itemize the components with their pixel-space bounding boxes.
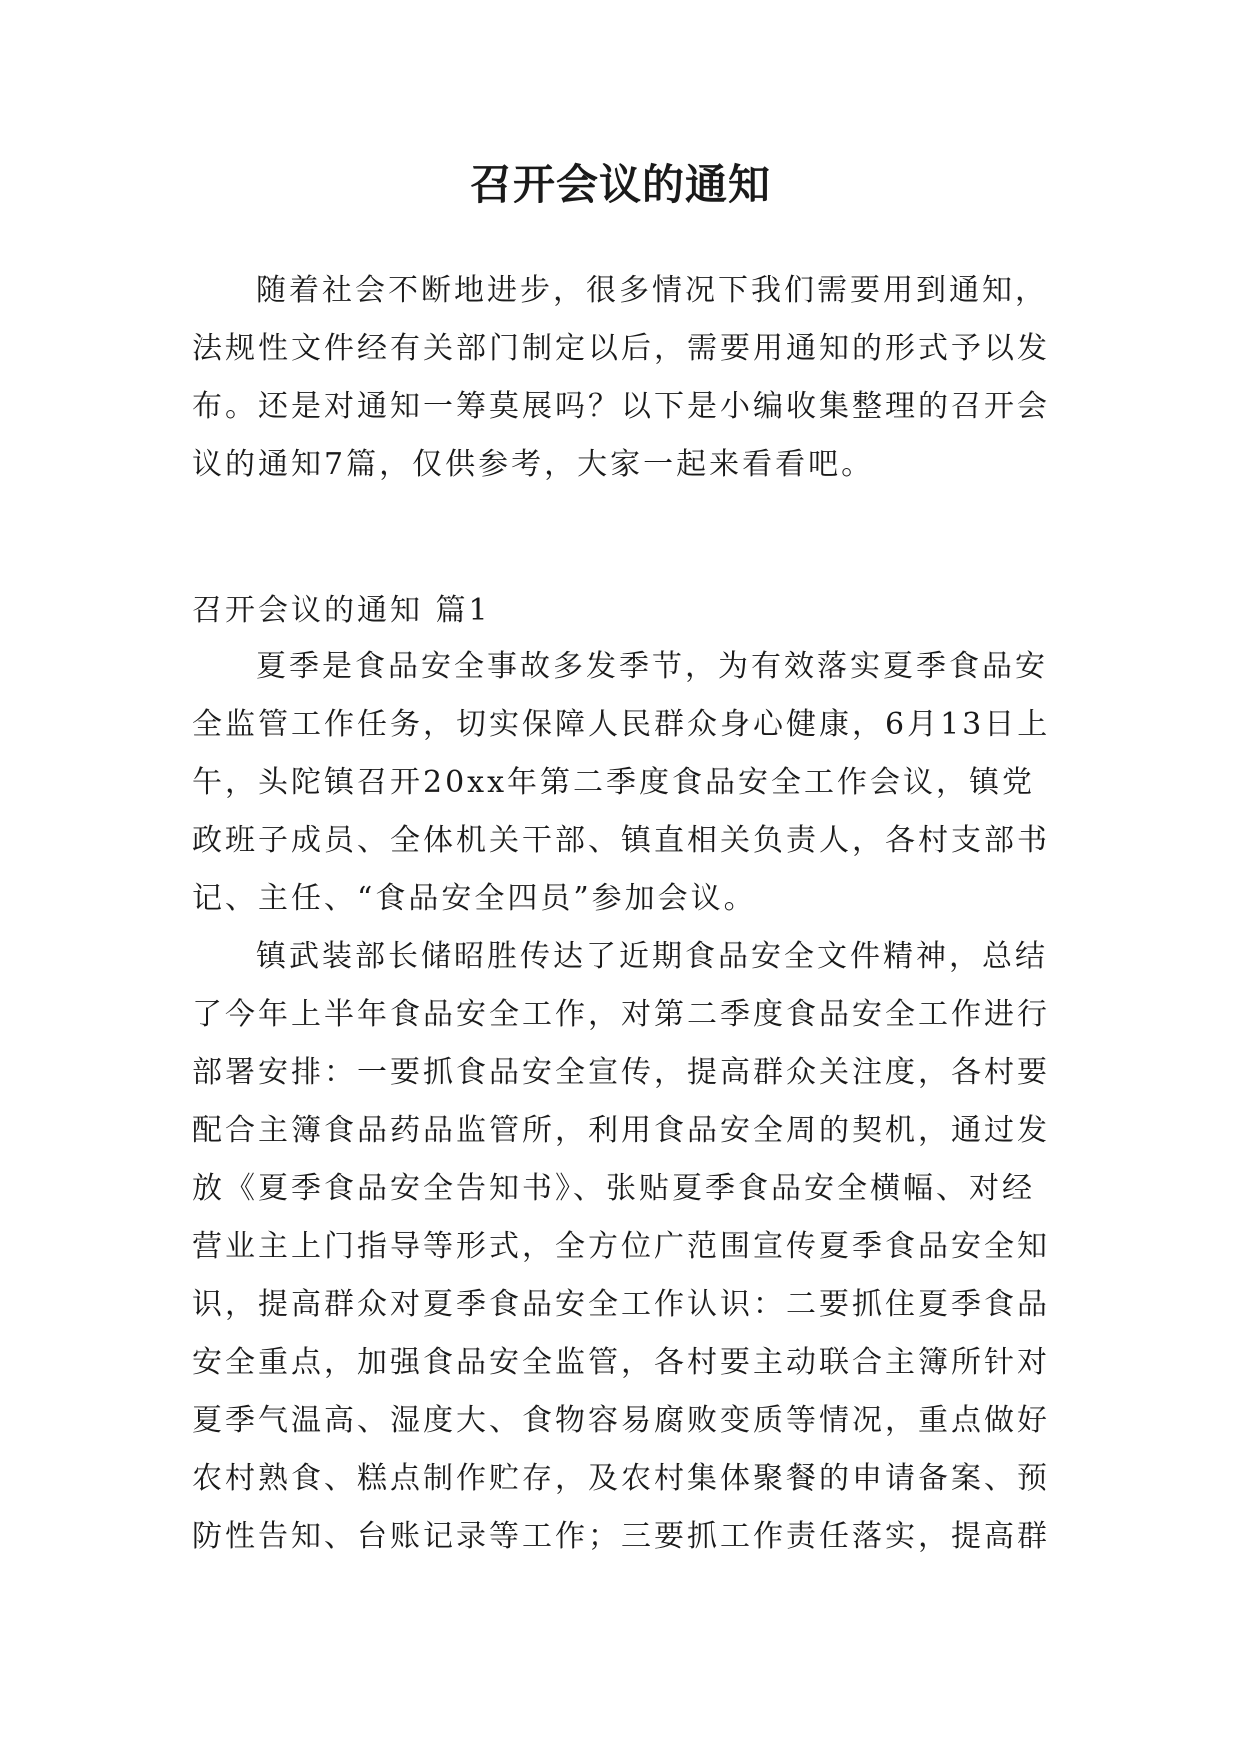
document-title: 召开会议的通知 [469,160,771,209]
body-paragraph-1: 夏季是食品安全事故多发季节，为有效落实夏季食品安全监管工作任务，切实保障人民群众身心健康，6月13日上午，头陀镇召开20xx年第二季度食品安全工作会议，镇党政班子成员、全体机关干部、镇直相关负责人，各村支部书记、主任、“食品安全四员”参加会议。 [192,649,1051,916]
intro-paragraph [192,262,1052,494]
section-body [192,638,1052,1566]
section-heading: 召开会议的通知 篇1 [192,593,491,628]
body-paragraph-2: 镇武装部长储昭胜传达了近期食品安全文件精神，总结了今年上半年食品安全工作，对第二季度食品安全工作进行部署安排：一要抓食品安全宣传，提高群众关注度，各村要配合主簿食品药品监管所，利用食品安全周的契机，通过发放《夏季食品安全告知书》、张贴夏季食品安全横幅、对经营业主上门指导等形式，全方位广范围宣传夏季食品安全知识，提高群众对夏季食品安全工作认识：二要抓住夏季食品安全重点，加强食品安全监管，各村要主动联合主簿所针对夏季气温高、湿度大、食物容易腐败变质等情况，重点做好农村熟食、糕点制作贮存，及农村集体聚餐的申请备案、预防性告知、台账记录等工作；三要抓工作责任落实，提高群 [192,939,1050,1554]
intro-text: 随着社会不断地进步，很多情况下我们需要用到通知，法规性文件经有关部门制定以后，需要用通知的形式予以发布。还是对通知一筹莫展吗？以下是小编收集整理的召开会议的通知7篇，仅供参考，大家一起来看看吧。 [192,273,1050,482]
